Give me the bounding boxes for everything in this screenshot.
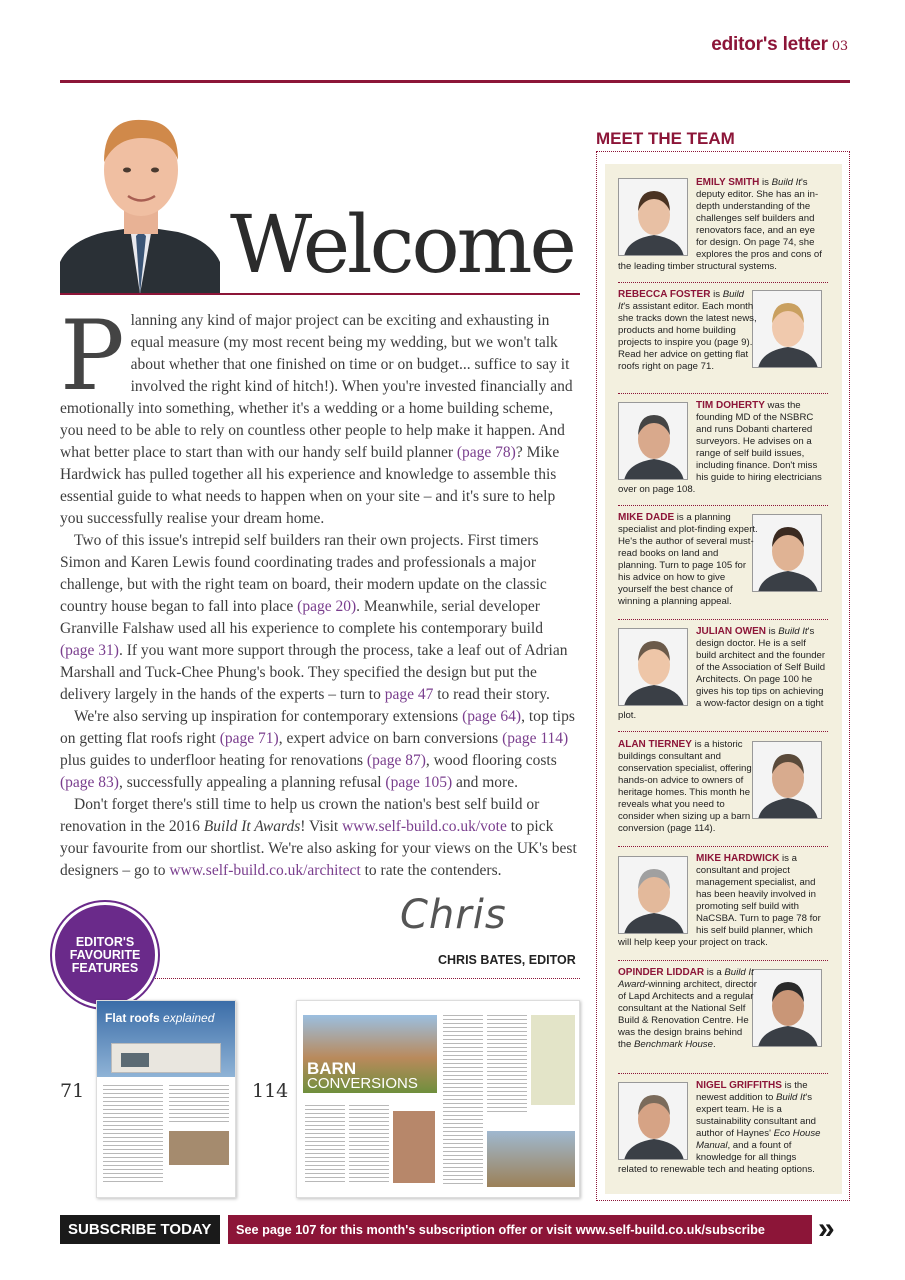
body-text: . Meanwhile, serial developer Granville Falshaw used all his experience to complete his contemporary build: [60, 598, 543, 637]
team-member-bio: is a historic buildings consultant and conservation specialist, offering hands-on advice to owners of heritage homes. This month he reveals what you need to consider when sizing up a barn conversion (page 114).: [618, 739, 752, 834]
body-text: plus guides to underfloor heating for renovations: [60, 752, 367, 769]
page-link[interactable]: page 47: [384, 686, 434, 703]
body-text: lanning any kind of major project can be exciting and exhausting in equal measure (my most recent being my wedding, but we won't talk about whether that one finished on time or on budget... suffice to say it involved the right kind of hitch!). When you're invested financially and emotionally into something, whether it's a wedding or a home building scheme, you need to be able to rely on countless other people to help make it happen. And what better place to start than with our handy self build planner: [60, 312, 573, 461]
paragraph-3: [60, 706, 580, 794]
paragraph-4: [60, 794, 580, 882]
page-link[interactable]: (page 83): [60, 774, 119, 791]
team-member: [618, 967, 828, 1051]
banner-text: See page 107 for this month's subscription offer or visit: [236, 1222, 572, 1237]
team-member: [618, 512, 828, 608]
team-separator: [618, 619, 828, 620]
team-member-bio: Build It Award: [618, 967, 754, 990]
body-text: , successfully appealing a planning refusal: [118, 774, 386, 791]
feature-title-em-1: explained: [163, 1011, 215, 1025]
team-member-bio: Build It: [618, 289, 745, 312]
feature-title-2: BARN: [307, 1059, 357, 1078]
page-link[interactable]: (page 114): [502, 730, 569, 747]
team-separator: [618, 505, 828, 506]
page-number: 03: [831, 39, 848, 54]
italic-text: Build It Awards: [203, 818, 301, 835]
header-rule: [60, 80, 850, 83]
team-member-bio: Benchmark House: [634, 1039, 713, 1050]
team-member-bio: -winning architect, director of Lapd Architects and a regular consultant at the National Self Build & Renovation Centre. He was the design brains behind the: [618, 979, 758, 1050]
team-member-name: MIKE HARDWICK: [696, 853, 780, 864]
feature-page-number-1: 71: [60, 1080, 85, 1102]
team-member-bio: is a consultant and project management specialist, and has been heavily involved in promoting self build with NaCSBA. Turn to page 78 for his self build planner, which will help keep your project on track.: [618, 853, 821, 948]
team-member-bio: is: [759, 177, 772, 188]
title-rule: [60, 293, 580, 295]
page-link[interactable]: www.self-build.co.uk/vote: [342, 818, 507, 835]
team-member: [618, 1080, 828, 1176]
page-link[interactable]: www.self-build.co.uk/architect: [169, 862, 361, 879]
team-member-bio: is a: [704, 967, 725, 978]
team-member-bio: Build It: [776, 1092, 806, 1103]
page-link[interactable]: (page 87): [366, 752, 426, 769]
page-title: Welcome: [230, 198, 574, 291]
team-member: [618, 400, 828, 496]
badge-line-3: FEATURES: [71, 960, 139, 975]
editor-name: CHRIS BATES, EDITOR: [438, 953, 576, 967]
team-member-name: ALAN TIERNEY: [618, 739, 692, 750]
body-text: , wood flooring costs: [425, 752, 557, 769]
page-link[interactable]: (page 20): [297, 598, 357, 615]
body-text: to pick your favourite from our shortlist. We're also asking for your views on the UK's best designers – go to: [60, 818, 577, 879]
body-text: . If you want more support through the process, take a leaf out of Adrian Marshall and Tuck-Chee Phung's book. They specified the design but put the delivery largely in the hands of the experts – turn to: [60, 642, 568, 703]
team-separator: [618, 846, 828, 847]
team-member-name: OPINDER LIDDAR: [618, 967, 705, 978]
drop-cap: P: [60, 300, 125, 412]
team-member-bio: is a planning specialist and plot-finding expert. He's the author of several must-read books on land and planning. Turn to page 105 for his advice on how to give yourself the best chance of winning a planning appeal.: [618, 512, 758, 607]
body-text: , expert advice on barn conversions: [278, 730, 503, 747]
team-heading: MEET THE TEAM: [596, 129, 735, 148]
team-member: [618, 289, 828, 373]
page-link[interactable]: (page 64): [462, 708, 522, 725]
team-separator: [618, 960, 828, 961]
team-member-bio: was the founding MD of the NSBRC and runs Dobanti chartered surveyors. He advises on a range of self build issues, including finance. Don't miss his guide to hiring electricians over on page 108.: [618, 400, 822, 495]
subscribe-button[interactable]: SUBSCRIBE TODAY: [60, 1215, 220, 1244]
team-member-bio: is the newest addition to: [696, 1080, 808, 1103]
team-member: [618, 177, 828, 273]
team-member-bio: 's expert team. He is a sustainability consultant and author of Haynes': [696, 1092, 816, 1139]
team-member-bio: Eco House Manual: [696, 1128, 821, 1151]
chevron-right-icon[interactable]: »: [818, 1212, 825, 1245]
team-member-bio: 's assistant editor. Each month she tracks down the latest news, products and home building projects to inspire you (page 9). Read her advice on getting flat roofs right on page 71.: [618, 301, 757, 372]
team-separator: [618, 393, 828, 394]
team-member-name: JULIAN OWEN: [696, 626, 766, 637]
team-member-bio: Build It: [771, 177, 801, 188]
page-link[interactable]: (page 78): [456, 444, 516, 461]
badge-line-1: EDITOR'S: [75, 934, 135, 949]
paragraph-1: [60, 300, 580, 530]
body-text: Don't forget there's still time to help us crown the nation's best self build or renovation in the 2016: [60, 796, 540, 835]
dotted-divider: [110, 978, 580, 979]
team-member-bio: 's deputy editor. She has an in-depth understanding of the challenges self builders and renovators face, and an eye for design. On page 74, she explores the pros and cons of the leading timber structural systems.: [618, 177, 822, 272]
body-text: and more.: [452, 774, 518, 791]
team-member-name: REBECCA FOSTER: [618, 289, 711, 300]
feature-thumbnail-flat-roofs[interactable]: [96, 1000, 236, 1198]
team-member-name: TIM DOHERTY: [696, 400, 765, 411]
section-header: [711, 34, 848, 56]
team-member-bio: is: [710, 289, 723, 300]
feature-thumbnail-barn-conversions[interactable]: [296, 1000, 580, 1198]
section-title: editor's letter: [711, 34, 828, 55]
subscription-banner[interactable]: [228, 1215, 812, 1244]
feature-title-1: Flat roofs: [105, 1011, 160, 1025]
team-member-bio: .: [712, 1039, 716, 1050]
body-text: Two of this issue's intrepid self builders ran their own projects. First timers Simon and Karen Lewis found coordinating trades and professionals a major challenge, but with the right team on board, their modern update on the classic country house began to fall into place: [60, 532, 547, 615]
page-link[interactable]: (page 71): [219, 730, 279, 747]
page-link[interactable]: (page 31): [60, 642, 119, 659]
team-member-bio: , and a fount of knowledge for all things related to renewable tech and heating options.: [618, 1140, 815, 1175]
body-text: ? Mike Hardwick has pulled together all his experience and knowledge to assemble this essential guide to what needs to happen when on your site – and it's sure to help you successfully realise your dream home.: [60, 444, 560, 527]
favourite-features-badge: [52, 902, 158, 1008]
team-member: [618, 739, 828, 835]
editorial-body: [60, 300, 580, 882]
body-text: , top tips on getting flat roofs right: [60, 708, 575, 747]
team-member-bio: Build It: [778, 626, 808, 637]
editor-portrait: [60, 112, 220, 294]
badge-line-2: FAVOURITE: [69, 947, 141, 962]
feature-title2-2: CONVERSIONS: [307, 1075, 418, 1092]
paragraph-2: [60, 530, 580, 706]
body-text: to read their story.: [433, 686, 550, 703]
team-member-name: EMILY SMITH: [696, 177, 760, 188]
signature: Chris: [400, 892, 507, 938]
team-member-bio: 's design doctor. He is a self build architect and the founder of the Association of Self Build Architects. On page 100 he gives his top tips on achieving a wow-factor design on a tight plot.: [618, 626, 826, 721]
feature-page-number-2: 114: [252, 1080, 289, 1102]
team-member-bio: is: [766, 626, 779, 637]
team-member: [618, 853, 828, 949]
team-member-name: NIGEL GRIFFITHS: [696, 1080, 782, 1091]
page-link[interactable]: (page 105): [385, 774, 453, 791]
team-separator: [618, 1073, 828, 1074]
body-text: We're also serving up inspiration for contemporary extensions: [74, 708, 463, 725]
footer: [60, 1215, 220, 1244]
team-separator: [618, 731, 828, 732]
team-separator: [618, 282, 828, 283]
banner-url[interactable]: www.self-build.co.uk/subscribe: [575, 1222, 765, 1237]
body-text: ! Visit: [300, 818, 343, 835]
body-text: to rate the contenders.: [360, 862, 502, 879]
team-member-name: MIKE DADE: [618, 512, 675, 523]
team-member: [618, 626, 828, 722]
